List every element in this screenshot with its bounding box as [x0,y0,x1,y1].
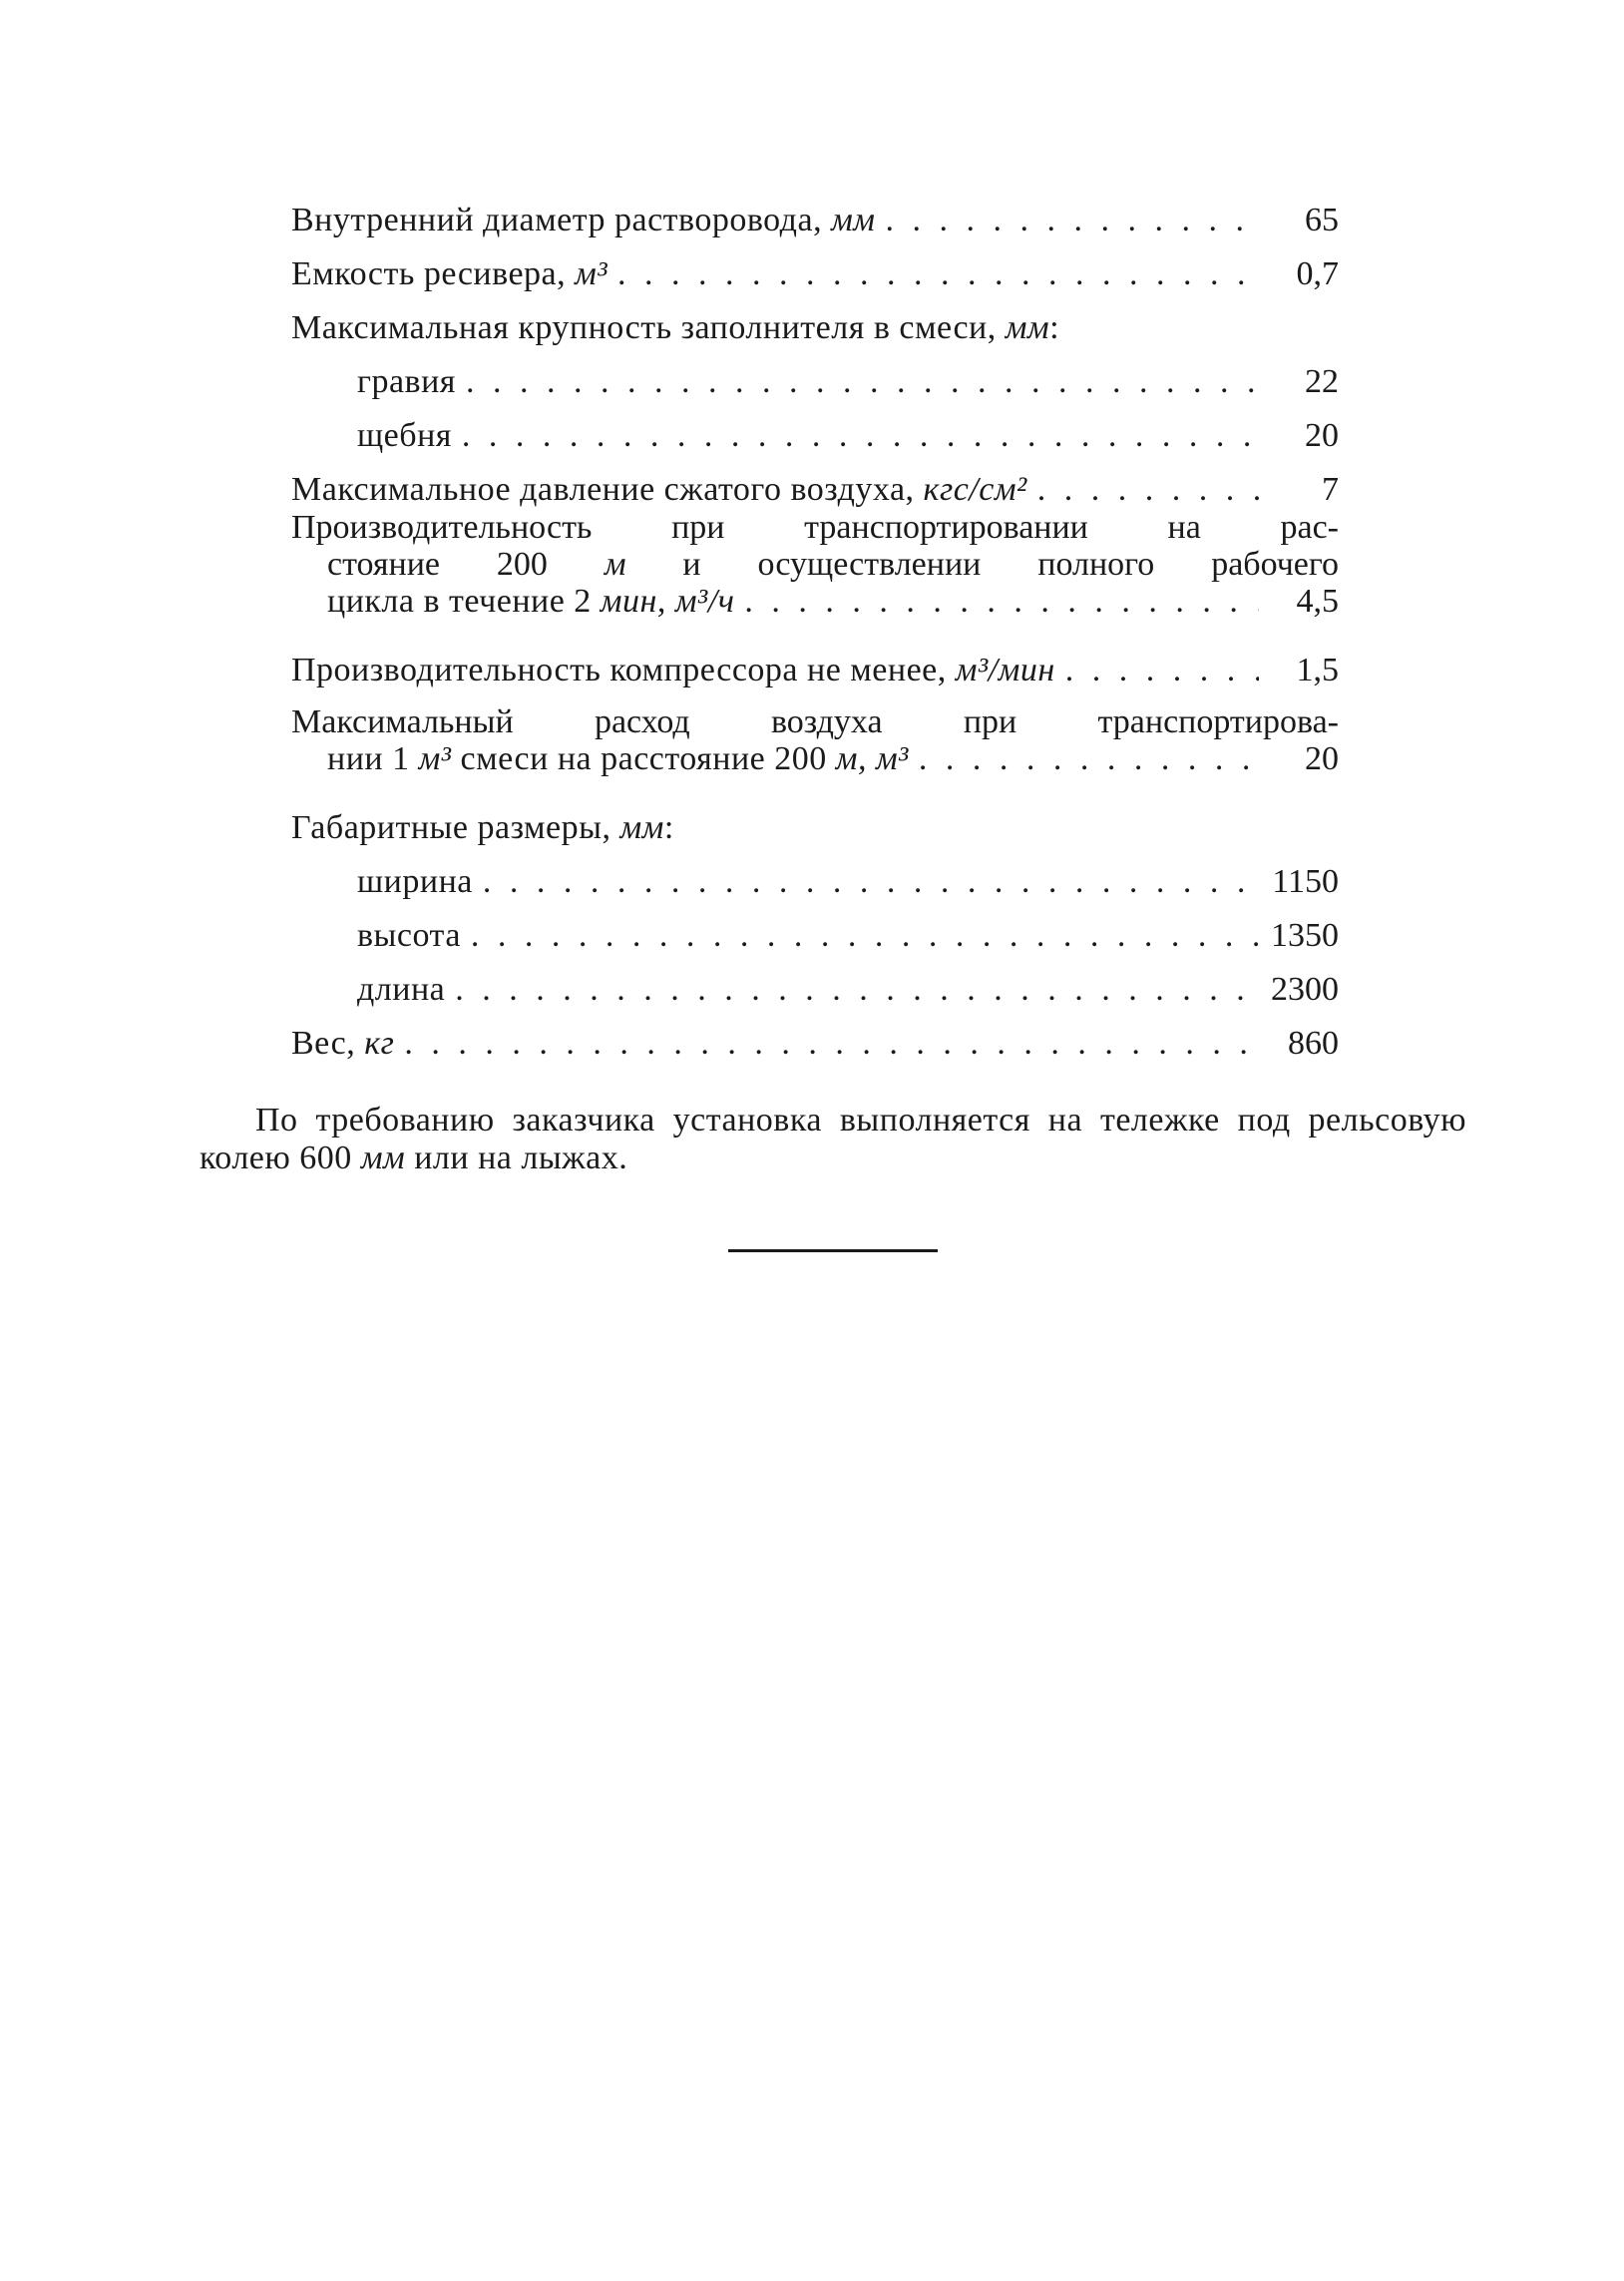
spec-value: 65 [1305,202,1339,238]
spec-productivity [291,509,1339,620]
spec-height [291,901,1339,955]
spec-air-consumption [291,703,1339,777]
spec-width [291,847,1339,901]
spec-weight [291,1009,1339,1063]
spec-crushed-stone [291,401,1339,455]
spec-label: Габаритные размеры, мм: [291,809,674,846]
spec-length [291,955,1339,1009]
leader-dots [455,971,1259,1009]
spec-label: Максимальное давление сжатого воздуха, кгс/см² [291,471,1027,508]
spec-value: 20 [1305,417,1339,454]
leader-dots [1065,652,1259,689]
spec-label: Максимальная крупность заполнителя в смеси, мм: [291,309,1060,346]
spec-text-line: Максимальный расход воздуха при транспортирова- [291,703,1339,740]
spec-label: высота [357,917,461,954]
spec-value: 1,5 [1296,652,1339,688]
spec-label: Производительность компрессора не менее, м³/мин [291,652,1055,688]
spec-text-line: нии 1 м³ смеси на расстояние 200 м, м³ . . . 20 [291,740,1339,777]
leader-dots [462,417,1259,455]
spec-text-line: Производительность при транспортировании на рас- [291,509,1339,546]
spec-max-aggregate-heading [291,293,1339,347]
spec-value: 22 [1305,363,1339,400]
customer-note: По требованию заказчика установка выполняется на тележке под рельсовую колею 600 мм или на лыжах. [200,1102,1466,1176]
spec-value: 0,7 [1296,255,1339,292]
spec-value: 2300 [1271,971,1339,1008]
leader-dots [1037,471,1259,509]
leader-dots [919,740,1259,777]
spec-label: щебня [357,417,452,454]
spec-label: ширина [357,863,473,900]
spec-value: 20 [1305,740,1339,777]
spec-max-pressure [291,455,1339,509]
end-rule [728,1249,938,1252]
leader-dots [471,917,1259,955]
spec-value: 4,5 [1296,583,1339,620]
spec-value: 860 [1288,1025,1339,1062]
spec-label: Вес, кг [291,1025,395,1062]
leader-dots [466,363,1259,401]
spec-value: 1150 [1272,863,1339,900]
spec-gravel [291,347,1339,401]
leader-dots [885,202,1259,239]
leader-dots [744,583,1259,620]
spec-value: 7 [1322,471,1339,508]
spec-dimensions-heading [291,793,1339,847]
leader-dots [617,255,1259,293]
spec-label: Емкость ресивера, м³ [291,255,609,292]
spec-list [291,186,1339,1063]
leader-dots [483,863,1259,901]
spec-label: длина [357,971,446,1008]
spec-text-line: стояние 200 м и осуществлении полного рабочего [327,546,1339,583]
spec-value: 1350 [1271,917,1339,954]
spec-label: Внутренний диаметр растворовода, мм [291,202,876,238]
spec-text-line: цикла в течение 2 мин, м³/ч . . . 4,5 [291,583,1339,620]
spec-receiver-capacity [291,239,1339,293]
spec-compressor [291,636,1339,689]
spec-label: гравия [357,363,456,400]
leader-dots [404,1025,1259,1063]
spec-inner-diameter [291,186,1339,239]
